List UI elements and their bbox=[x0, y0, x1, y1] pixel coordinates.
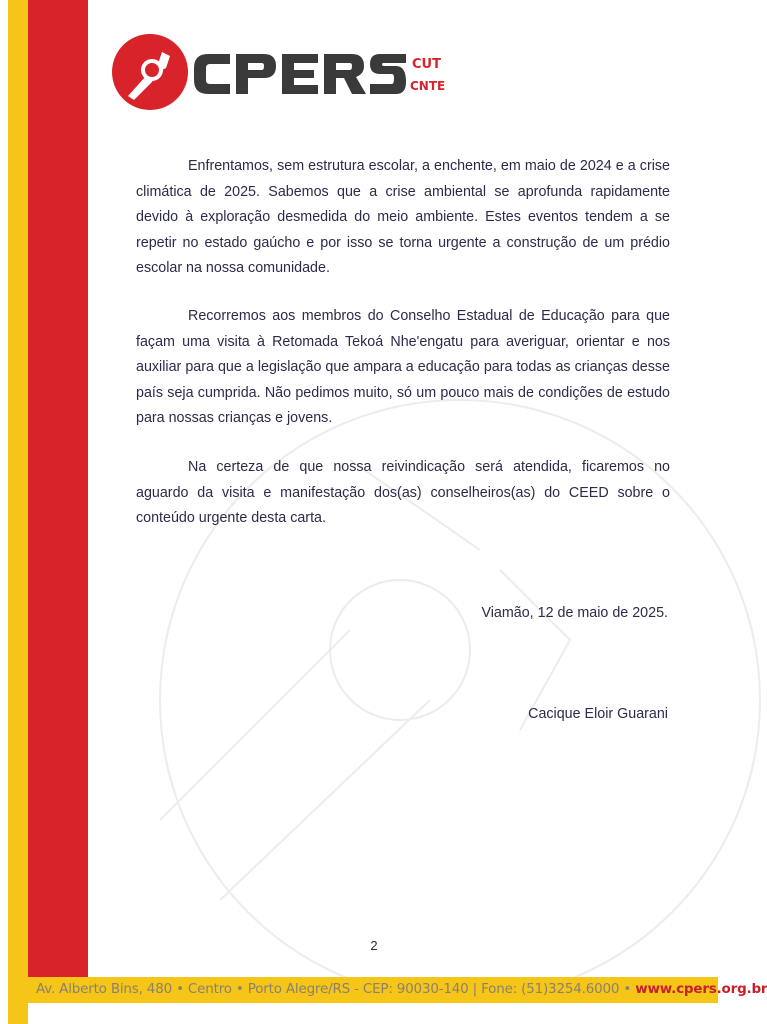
footer-bottom-margin bbox=[28, 1003, 718, 1024]
paragraph-text: Enfrentamos, sem estrutura escolar, a enchente, em maio de 2024 e a crise climática de 2025. Sabemos que a crise ambiental se aprofunda rapidamente devido à exploração desmedida do meio ambiente. Estes eventos tendem a se repetir no estado gaúcho e por isso se torna urgente a construção de um prédio escolar na nossa comunidade. bbox=[136, 158, 670, 276]
cpers-logo bbox=[110, 30, 446, 114]
logo-cnte-text: CNTE bbox=[410, 79, 446, 93]
yellow-side-stripe bbox=[8, 0, 28, 1024]
letter-paragraph-1 bbox=[136, 154, 670, 282]
page-number: 2 bbox=[370, 938, 378, 953]
page-edge bbox=[0, 0, 8, 1024]
logo-lettering bbox=[194, 54, 406, 94]
logo-cut-text: CUT bbox=[412, 57, 441, 72]
signature-line: Cacique Eloir Guarani bbox=[528, 706, 668, 722]
letter-paragraph-2 bbox=[136, 304, 670, 432]
date-line: Viamão, 12 de maio de 2025. bbox=[481, 605, 668, 621]
red-side-stripe bbox=[28, 0, 88, 1024]
logo-union-badges bbox=[410, 57, 445, 93]
letter-paragraph-3 bbox=[136, 455, 670, 532]
footer-address bbox=[36, 981, 767, 997]
paragraph-text: Na certeza de que nossa reivindicação será atendida, ficaremos no aguardo da visita e manifestação dos(as) conselheiros(as) do CEED sobre o conteúdo urgente desta carta. bbox=[136, 459, 670, 526]
footer-website-link[interactable]: www.cpers.org.br bbox=[635, 981, 767, 997]
logo-emblem-icon bbox=[112, 34, 188, 110]
paragraph-text: Recorremos aos membros do Conselho Estadual de Educação para que façam uma visita à Retomada Tekoá Nhe'engatu para averiguar, orientar e nos auxiliar para que a legislação que ampara a educação para todas as crianças desse país seja cumprida. Não pedimos muito, só um pouco mais de condições de estudo para nossas crianças e jovens. bbox=[136, 308, 670, 426]
footer-address-text: Av. Alberto Bins, 480 • Centro • Porto Alegre/RS - CEP: 90030-140 | Fone: (51)3254.6000 • bbox=[36, 981, 636, 997]
